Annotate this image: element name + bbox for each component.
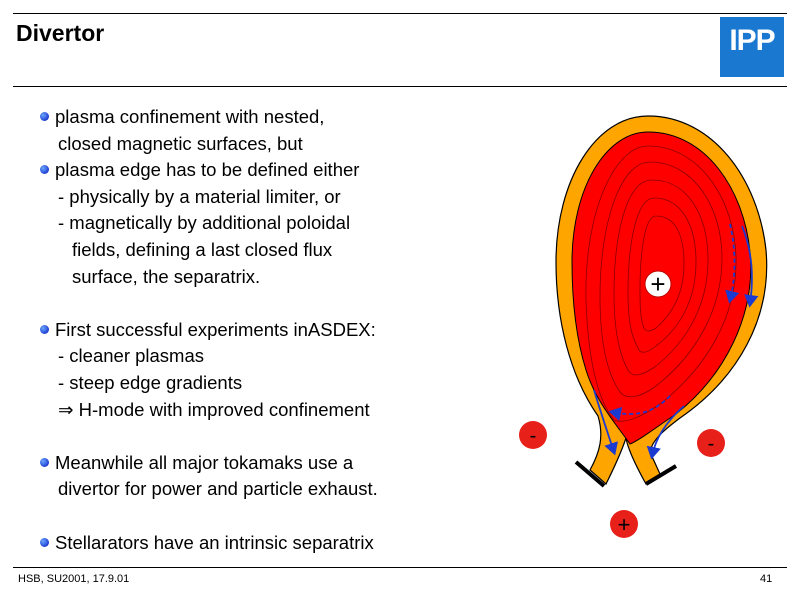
footer-left: HSB, SU2001, 17.9.01: [18, 573, 130, 585]
list-item: closed magnetic surfaces, but: [58, 132, 303, 154]
list-item: Stellarators have an intrinsic separatrix: [40, 530, 378, 557]
footer-rule: [13, 567, 787, 568]
list-item: Meanwhile all major tokamaks use a: [40, 450, 378, 477]
list-item: fields, defining a last closed flux: [72, 238, 333, 260]
list-item: - steep edge gradients: [58, 371, 243, 393]
implies-arrow-icon: ⇒: [58, 398, 74, 420]
left-coil-sign: -: [529, 425, 537, 447]
list-item: plasma confinement with nested,: [40, 104, 378, 131]
plasma-current-sign: +: [650, 269, 666, 299]
list-item: - magnetically by additional poloidal: [58, 212, 351, 234]
list-item: plasma edge has to be defined either: [40, 157, 378, 184]
list-item: - cleaner plasmas: [58, 345, 205, 367]
list-item: surface, the separatrix.: [72, 265, 261, 287]
list-item: - physically by a material limiter, or: [58, 185, 341, 207]
slide-title: Divertor: [16, 20, 105, 46]
list-item: First successful experiments inASDEX:: [40, 317, 378, 344]
bottom-coil-sign: +: [617, 512, 631, 537]
right-coil-sign: -: [707, 433, 715, 455]
ipp-logo: IPP: [720, 17, 784, 77]
list-item: ⇒ H-mode with improved confinement: [58, 398, 370, 420]
page-number: 41: [760, 573, 773, 585]
list-item: divertor for power and particle exhaust.: [58, 478, 378, 500]
